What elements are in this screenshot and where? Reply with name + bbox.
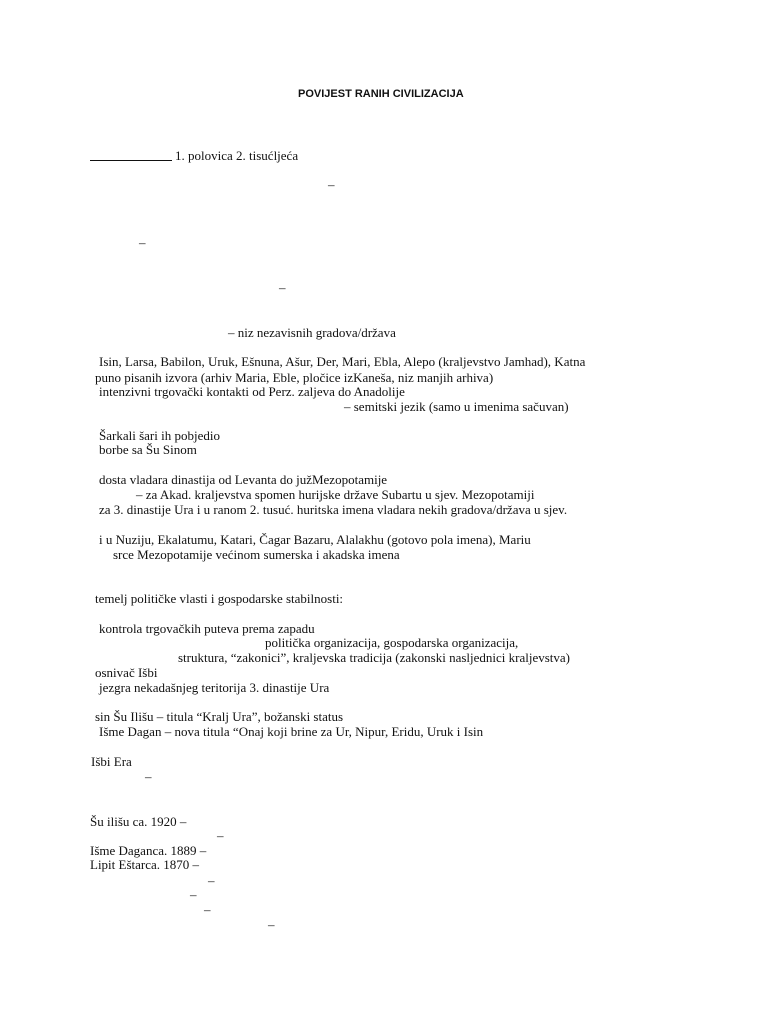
text-line: Išbi Era	[91, 754, 132, 769]
text-line: –	[268, 917, 275, 932]
text-line: za 3. dinastije Ura i u ranom 2. tusuć. huritska imena vladara nekih gradova/država u sjev.	[99, 502, 568, 517]
text-line: Išme Dagan – nova titula “Onaj koji brine za Ur, Nipur, Eridu, Uruk i Isin	[99, 724, 484, 739]
text-line: –	[145, 769, 152, 784]
text-line: –	[217, 828, 224, 843]
text-line: borbe sa Šu Sinom	[99, 442, 197, 457]
text-line: kontrola trgovačkih puteva prema zapadu	[99, 621, 315, 636]
blank-underline	[90, 160, 172, 161]
text-line: intenzivni trgovački kontakti od Perz. zaljeva do Anadolije	[99, 384, 405, 399]
text-line: Šu ilišu ca. 1920 –	[90, 814, 187, 829]
text-line: puno pisanih izvora (arhiv Maria, Eble, pločice izKaneša, niz manjih arhiva)	[95, 370, 494, 385]
text-line: Išme Daganca. 1889 –	[90, 843, 207, 858]
text-line: –	[279, 280, 286, 295]
text-line: osnivač Išbi	[95, 665, 158, 680]
text-line: –	[328, 177, 335, 192]
text-line: Isin, Larsa, Babilon, Uruk, Ešnuna, Ašur, Der, Mari, Ebla, Alepo (kraljevstvo Jamhad), Katna	[99, 354, 586, 369]
text-line: – niz nezavisnih gradova/država	[228, 325, 396, 340]
text-line: jezgra nekadašnjeg teritorija 3. dinastije Ura	[99, 680, 330, 695]
text-line: –	[190, 887, 197, 902]
text-line: temelj političke vlasti i gospodarske stabilnosti:	[95, 591, 344, 606]
text-line: dosta vladara dinastija od Levanta do južMezopotamije	[99, 472, 388, 487]
text-line: Šarkali šari ih pobjedio	[99, 428, 220, 443]
text-line: politička organizacija, gospodarska organizacija,	[265, 635, 519, 650]
text-line: –	[208, 873, 215, 888]
text-line: srce Mezopotamije većinom sumerska i akadska imena	[113, 547, 400, 562]
page-title: POVIJEST RANIH CIVILIZACIJA	[298, 88, 464, 100]
text-line: –	[139, 235, 146, 250]
text-line: –	[204, 902, 211, 917]
text-line: struktura, “zakonici”, kraljevska tradicija (zakonski nasljednici kraljevstva)	[178, 650, 571, 665]
text-line: sin Šu Ilišu – titula “Kralj Ura”, božanski status	[95, 709, 344, 724]
text-line: – semitski jezik (samo u imenima sačuvan)	[344, 399, 569, 414]
text-line: Lipit Eštarca. 1870 –	[90, 857, 200, 872]
text-line: i u Nuziju, Ekalatumu, Katari, Čagar Bazaru, Alalakhu (gotovo pola imena), Mariu	[99, 532, 531, 547]
text-line: – za Akad. kraljevstva spomen hurijske države Subartu u sjev. Mezopotamiji	[136, 487, 535, 502]
text-line: 1. polovica 2. tisućljeća	[175, 148, 299, 163]
